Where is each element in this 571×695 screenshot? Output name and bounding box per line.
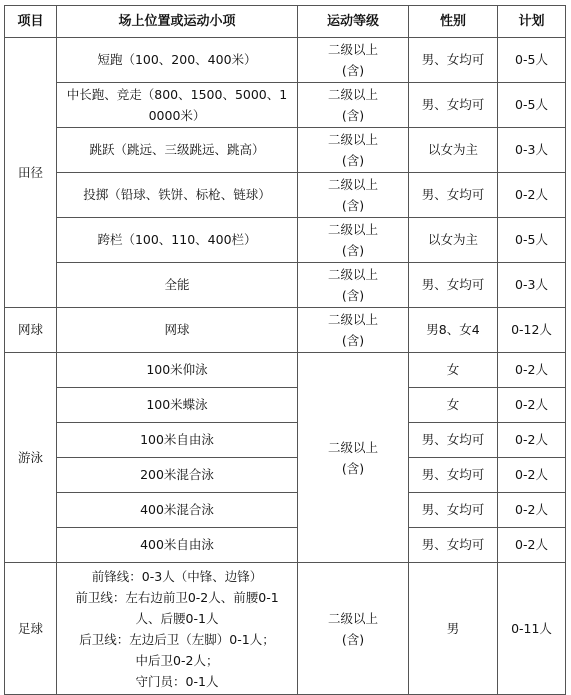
- level-text: 二级以上: [327, 42, 378, 57]
- gender-cell: 男、女均可: [409, 173, 498, 218]
- header-plan: 计划: [498, 6, 566, 38]
- group-tennis: 网球: [5, 308, 57, 353]
- football-line: 人、后腰0-1人: [135, 610, 219, 626]
- level-cell: [298, 263, 409, 308]
- table-row: [5, 563, 566, 695]
- table-row: [5, 458, 566, 493]
- item-cell: 400米混合泳: [57, 493, 298, 528]
- level-cell: [298, 173, 409, 218]
- plan-cell: 0-5人: [498, 218, 566, 263]
- football-line: 前锋线：0-3人（中锋、边锋）: [91, 568, 263, 584]
- header-project: 项目: [5, 6, 57, 38]
- plan-cell: 0-5人: [498, 38, 566, 83]
- level-note: (含): [341, 243, 365, 258]
- level-text: 二级以上: [327, 87, 378, 102]
- gender-cell: 男8、女4: [409, 308, 498, 353]
- gender-cell: 男、女均可: [409, 83, 498, 128]
- plan-cell: 0-11人: [498, 563, 566, 695]
- level-note: (含): [341, 108, 365, 123]
- plan-cell: 0-12人: [498, 308, 566, 353]
- plan-cell: 0-5人: [498, 83, 566, 128]
- item-cell: 投掷（铅球、铁饼、标枪、链球）: [57, 173, 298, 218]
- plan-cell: 0-2人: [498, 388, 566, 423]
- group-swimming: 游泳: [5, 353, 57, 563]
- plan-cell: 0-2人: [498, 458, 566, 493]
- level-cell: [298, 218, 409, 263]
- header-level: 运动等级: [298, 6, 409, 38]
- plan-cell: 0-2人: [498, 353, 566, 388]
- item-cell: 全能: [57, 263, 298, 308]
- level-note: (含): [341, 333, 365, 348]
- item-cell: [57, 563, 298, 695]
- gender-cell: 男、女均可: [409, 38, 498, 83]
- table-row: [5, 528, 566, 563]
- plan-cell: 0-2人: [498, 173, 566, 218]
- header-gender: 性别: [409, 6, 498, 38]
- item-cell: 跳跃（跳远、三级跳远、跳高）: [57, 128, 298, 173]
- level-cell: [298, 128, 409, 173]
- item-cell: 网球: [57, 308, 298, 353]
- football-line: 后卫线：左边后卫（左脚）0-1人；: [79, 631, 275, 647]
- header-position: 场上位置或运动小项: [57, 6, 298, 38]
- gender-cell: 女: [409, 388, 498, 423]
- level-text: 二级以上: [327, 610, 378, 626]
- level-cell: [298, 308, 409, 353]
- table-row: [5, 218, 566, 263]
- level-text: 二级以上: [327, 222, 378, 237]
- plan-cell: 0-2人: [498, 528, 566, 563]
- level-note: (含): [341, 460, 365, 476]
- gender-cell: 男、女均可: [409, 263, 498, 308]
- group-track: 田径: [5, 38, 57, 308]
- table-row: [5, 423, 566, 458]
- table-row: [5, 263, 566, 308]
- plan-cell: 0-3人: [498, 128, 566, 173]
- table-row: [5, 38, 566, 83]
- level-text: 二级以上: [327, 132, 378, 147]
- level-text: 二级以上: [327, 439, 378, 455]
- item-cell: 100米蝶泳: [57, 388, 298, 423]
- football-line: 中后卫0-2人；: [135, 652, 219, 668]
- recruitment-table: [4, 5, 566, 695]
- level-cell: [298, 563, 409, 695]
- table-row: [5, 83, 566, 128]
- table-row: [5, 353, 566, 388]
- level-cell: [298, 353, 409, 563]
- level-text: 二级以上: [327, 177, 378, 192]
- table-row: [5, 173, 566, 218]
- gender-cell: 女: [409, 353, 498, 388]
- level-cell: [298, 83, 409, 128]
- gender-cell: 男、女均可: [409, 493, 498, 528]
- table-row: [5, 128, 566, 173]
- gender-cell: 男、女均可: [409, 423, 498, 458]
- table-row: [5, 308, 566, 353]
- plan-cell: 0-3人: [498, 263, 566, 308]
- football-line: 前卫线：左右边前卫0-2人、前腰0-1: [75, 589, 279, 605]
- group-football: 足球: [5, 563, 57, 695]
- table-row: [5, 388, 566, 423]
- gender-cell: 以女为主: [409, 128, 498, 173]
- football-line: 守门员：0-1人: [135, 673, 219, 689]
- level-note: (含): [341, 631, 365, 647]
- gender-cell: 男: [409, 563, 498, 695]
- item-cell: 跨栏（100、110、400栏）: [57, 218, 298, 263]
- table-row: [5, 493, 566, 528]
- item-text: 0000米）: [148, 108, 206, 123]
- level-text: 二级以上: [327, 312, 378, 327]
- item-text: 中长跑、竞走（800、1500、5000、1: [66, 87, 288, 102]
- level-note: (含): [341, 288, 365, 303]
- level-note: (含): [341, 198, 365, 213]
- gender-cell: 男、女均可: [409, 458, 498, 493]
- header-row: [5, 6, 566, 38]
- item-cell: 200米混合泳: [57, 458, 298, 493]
- item-cell: 100米自由泳: [57, 423, 298, 458]
- level-note: (含): [341, 153, 365, 168]
- level-note: (含): [341, 63, 365, 78]
- plan-cell: 0-2人: [498, 423, 566, 458]
- item-cell: [57, 83, 298, 128]
- level-cell: [298, 38, 409, 83]
- item-cell: 100米仰泳: [57, 353, 298, 388]
- plan-cell: 0-2人: [498, 493, 566, 528]
- item-cell: 400米自由泳: [57, 528, 298, 563]
- gender-cell: 男、女均可: [409, 528, 498, 563]
- gender-cell: 以女为主: [409, 218, 498, 263]
- item-cell: 短跑（100、200、400米）: [57, 38, 298, 83]
- level-text: 二级以上: [327, 267, 378, 282]
